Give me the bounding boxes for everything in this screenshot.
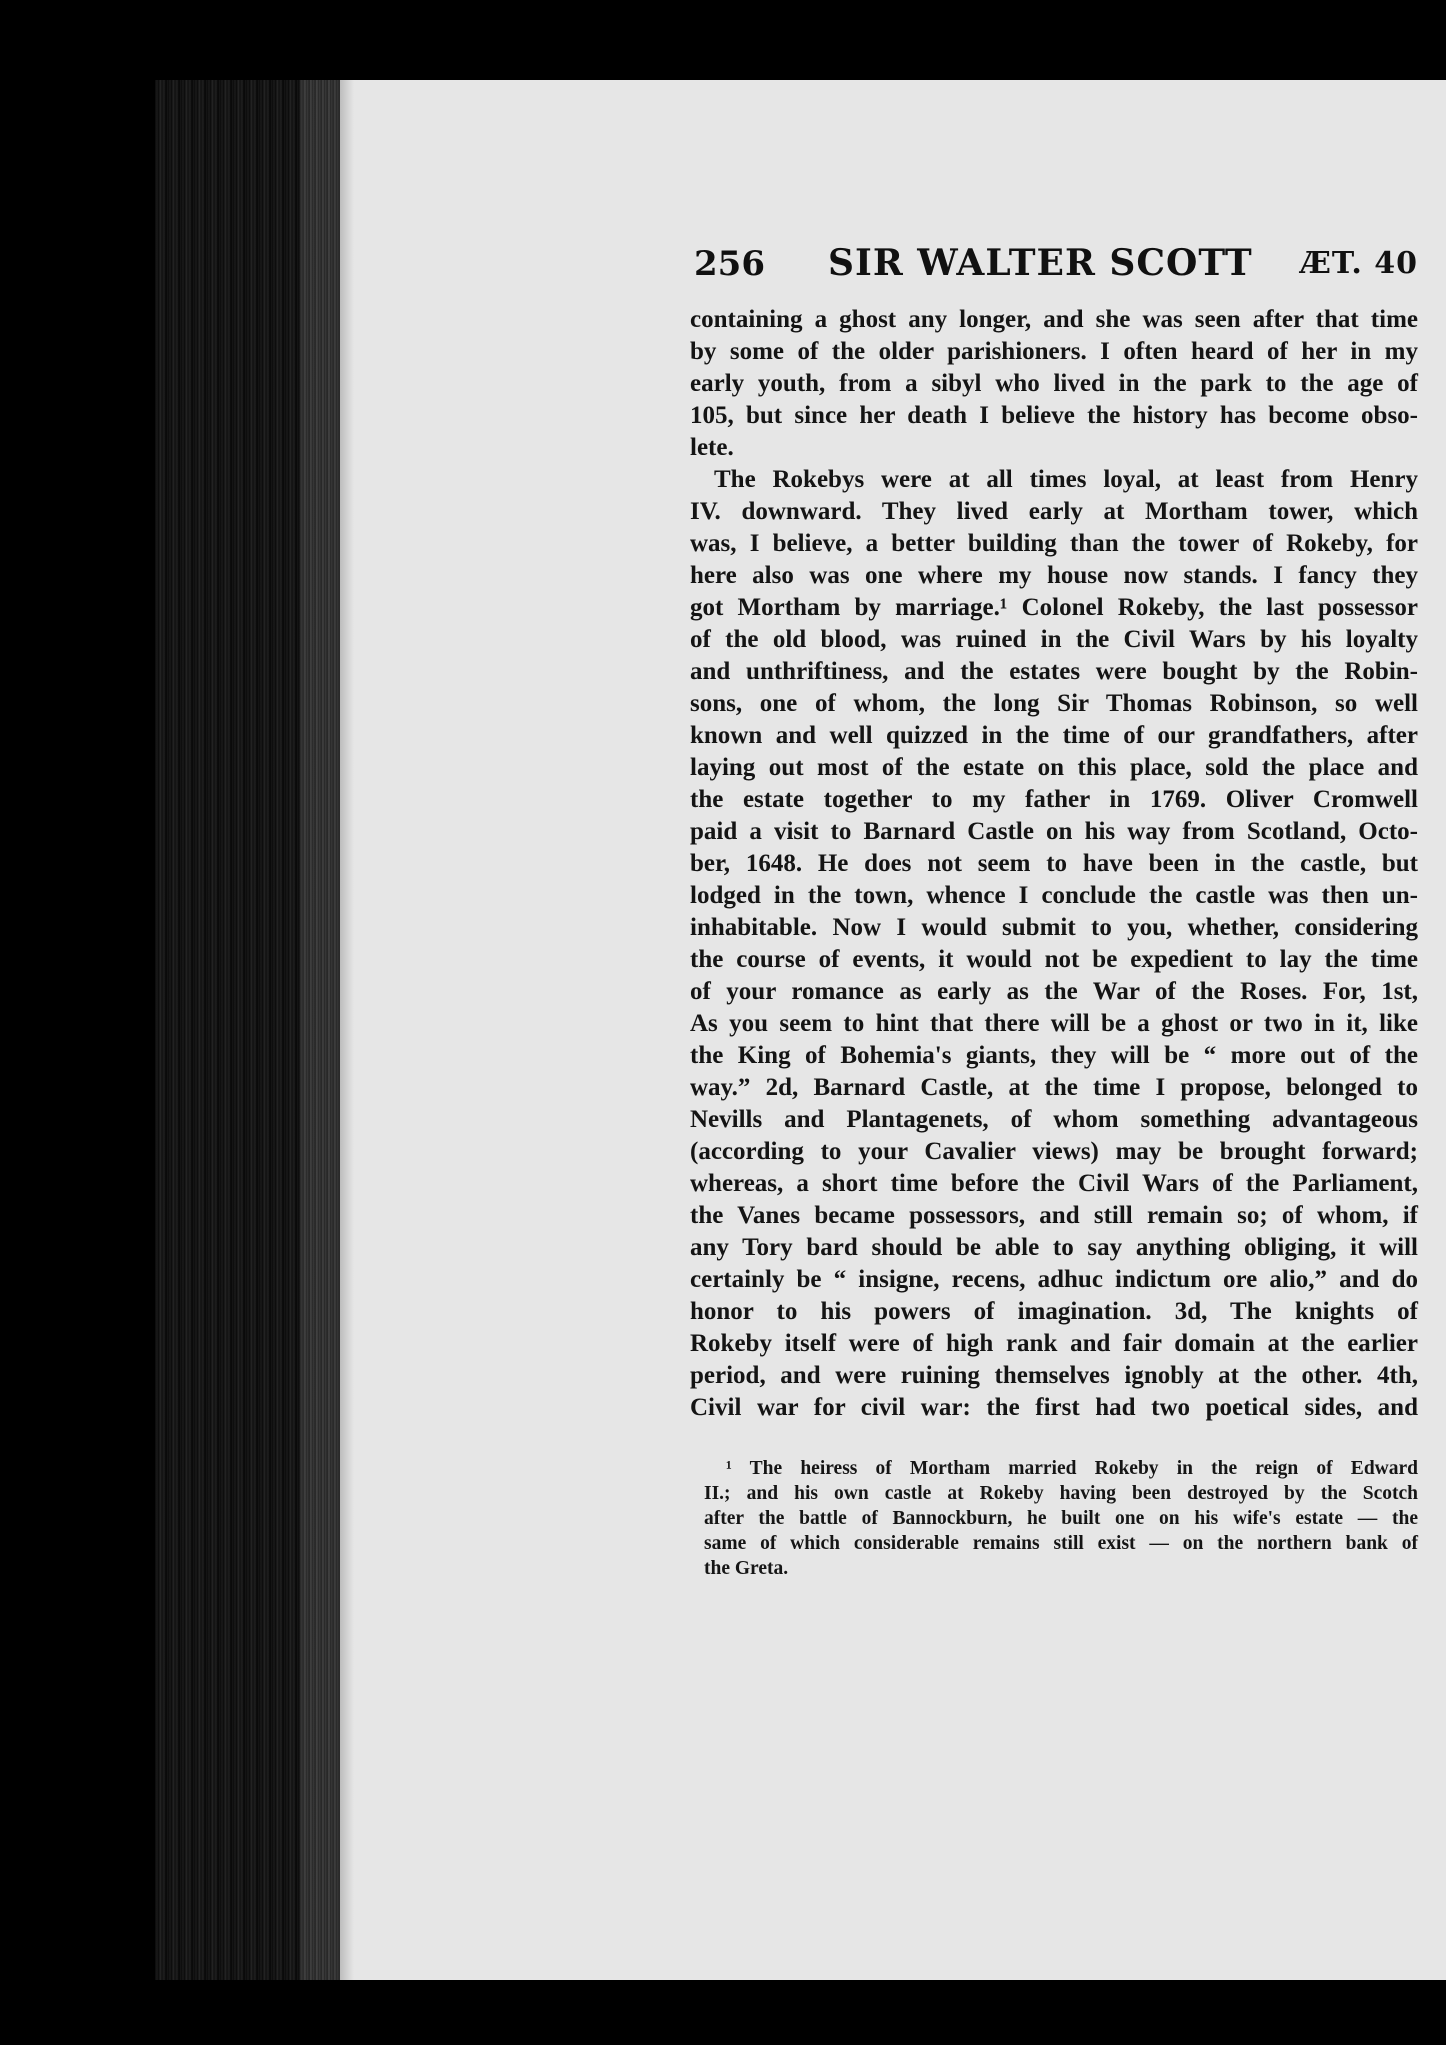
- running-header: [694, 244, 1418, 284]
- text-line: way.” 2d, Barnard Castle, at the time I propose, belonged to: [690, 1074, 1418, 1101]
- text-line: The Rokebys were at all times loyal, at least from Henry: [714, 466, 1418, 493]
- text-line: and unthriftiness, and the estates were bought by the Robin-: [690, 658, 1418, 685]
- running-title: SIR WALTER SCOTT: [828, 242, 1253, 284]
- text-line: paid a visit to Barnard Castle on his way from Scotland, Octo-: [690, 818, 1418, 845]
- text-line: certainly be “ insigne, recens, adhuc indictum ore alio,” and do: [690, 1266, 1418, 1293]
- footnote-line: after the battle of Bannockburn, he built one on his wife's estate — the: [704, 1508, 1418, 1529]
- text-line: here also was one where my house now stands. I fancy they: [690, 562, 1418, 589]
- text-line: the estate together to my father in 1769. Oliver Cromwell: [690, 786, 1418, 813]
- text-line: period, and were ruining themselves ignobly at the other. 4th,: [690, 1362, 1418, 1389]
- body-text: [690, 304, 1418, 1424]
- text-line: by some of the older parishioners. I often heard of her in my: [690, 338, 1418, 365]
- text-line: of the old blood, was ruined in the Civil Wars by his loyalty: [690, 626, 1418, 653]
- text-line: known and well quizzed in the time of our grandfathers, after: [690, 722, 1418, 749]
- text-line: laying out most of the estate on this place, sold the place and: [690, 754, 1418, 781]
- text-line: sons, one of whom, the long Sir Thomas Robinson, so well: [690, 690, 1418, 717]
- text-line: whereas, a short time before the Civil Wars of the Parliament,: [690, 1170, 1418, 1197]
- text-line: the King of Bohemia's giants, they will be “ more out of the: [690, 1042, 1418, 1069]
- text-line: ber, 1648. He does not seem to have been in the castle, but: [690, 850, 1418, 877]
- text-line: any Tory bard should be able to say anything obliging, it will: [690, 1234, 1418, 1261]
- text-line: As you seem to hint that there will be a ghost or two in it, like: [690, 1010, 1418, 1037]
- text-line: lodged in the town, whence I conclude the castle was then un-: [690, 882, 1418, 909]
- page-gutter-shadow: [340, 80, 354, 1980]
- text-line: the Vanes became possessors, and still remain so; of whom, if: [690, 1202, 1418, 1229]
- footnote: [704, 1456, 1418, 1581]
- text-line: Rokeby itself were of high rank and fair domain at the earlier: [690, 1330, 1418, 1357]
- text-line: early youth, from a sibyl who lived in the park to the age of: [690, 370, 1418, 397]
- text-line: lete.: [690, 434, 734, 461]
- text-line: containing a ghost any longer, and she was seen after that time: [690, 306, 1418, 333]
- footnote-line: same of which considerable remains still exist — on the northern bank of: [704, 1533, 1418, 1554]
- text-line: got Mortham by marriage.¹ Colonel Rokeby, the last possessor: [690, 594, 1418, 621]
- running-age: ÆT. 40: [1299, 246, 1418, 281]
- text-line: Civil war for civil war: the first had two poetical sides, and: [690, 1394, 1418, 1421]
- text-line: honor to his powers of imagination. 3d, The knights of: [690, 1298, 1418, 1325]
- footnote-line: the Greta.: [704, 1558, 789, 1579]
- text-line: IV. downward. They lived early at Mortham tower, which: [690, 498, 1418, 525]
- text-line: Nevills and Plantagenets, of whom something advantageous: [690, 1106, 1418, 1133]
- text-line: inhabitable. Now I would submit to you, whether, considering: [690, 914, 1418, 941]
- footnote-line: ¹ The heiress of Mortham married Rokeby in the reign of Edward: [726, 1458, 1418, 1479]
- text-line: was, I believe, a better building than the tower of Rokeby, for: [690, 530, 1418, 557]
- footnote-line: II.; and his own castle at Rokeby having been destroyed by the Scotch: [704, 1483, 1418, 1504]
- page-number: 256: [694, 244, 765, 284]
- text-line: the course of events, it would not be expedient to lay the time: [690, 946, 1418, 973]
- text-line: of your romance as early as the War of the Roses. For, 1st,: [690, 978, 1418, 1005]
- text-line: 105, but since her death I believe the history has become obso-: [690, 402, 1418, 429]
- text-line: (according to your Cavalier views) may be brought forward;: [690, 1138, 1418, 1165]
